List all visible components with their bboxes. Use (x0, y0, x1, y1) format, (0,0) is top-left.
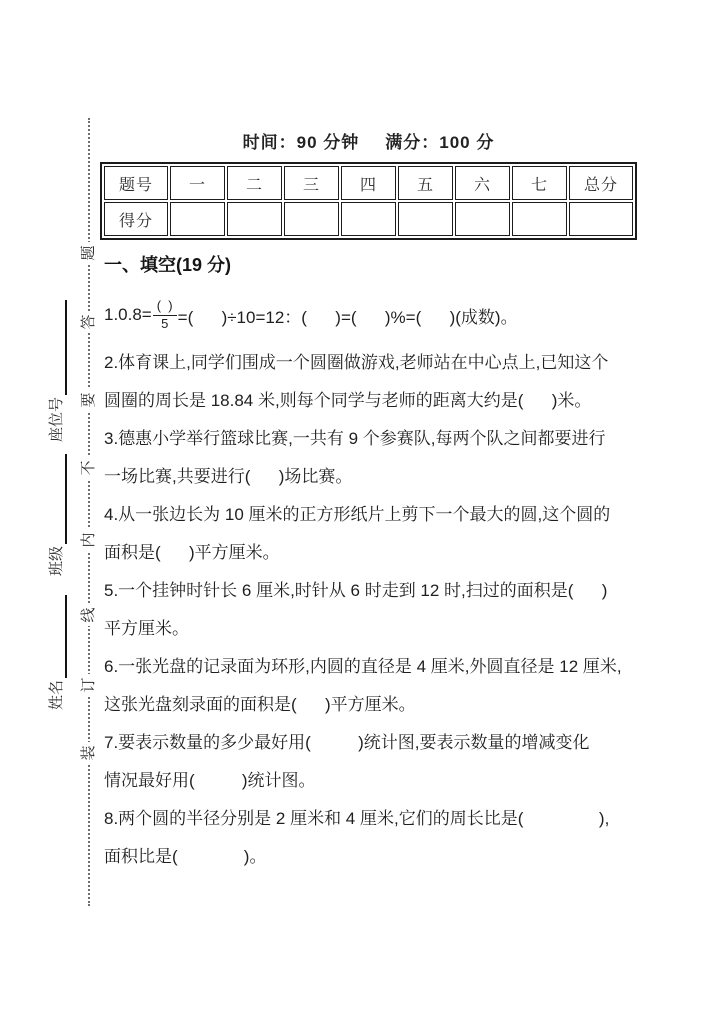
question-6 (104, 648, 652, 724)
score-cell (569, 202, 633, 236)
seat-number-blank (44, 300, 67, 395)
question-line: 情况最好用( )统计图。 (104, 771, 316, 790)
paper-header (100, 128, 637, 153)
score-cell (284, 202, 339, 236)
score-cell (227, 202, 282, 236)
score-cell (512, 202, 567, 236)
total-score-header: 总分 (569, 166, 633, 200)
score-cell (341, 202, 396, 236)
name-label: 姓名 (48, 679, 65, 710)
question-1 (104, 292, 652, 338)
section-col-2: 二 (227, 166, 282, 200)
question-3 (104, 420, 652, 496)
question-5 (104, 572, 652, 648)
full-score-label: 满分：100 分 (385, 133, 495, 152)
question-8 (104, 800, 652, 876)
score-cell (455, 202, 510, 236)
question-line: 3.德惠小学举行篮球比赛,一共有 9 个参赛队,每两个队之间都要进行 (104, 429, 606, 448)
question-line: 这张光盘刻录面的面积是( )平方厘米。 (104, 695, 416, 714)
class-label: 班级 (48, 545, 65, 576)
question-line: 2.体育课上,同学们围成一个圆圈做游戏,老师站在中心点上,已知这个 (104, 353, 609, 372)
question-2 (104, 344, 652, 420)
question-line: 面积比是( )。 (104, 847, 267, 866)
question-1-rest: =( )÷10=12：( )=( )%=( )(成数)。 (177, 307, 518, 327)
seat-number-field (44, 300, 67, 442)
question-list (104, 344, 652, 876)
section-col-3: 三 (284, 166, 339, 200)
binding-char: 答 (78, 311, 100, 333)
fraction-denominator: 5 (161, 315, 169, 331)
score-table (100, 162, 637, 240)
question-line: 7.要表示数量的多少最好用( )统计图,要表示数量的增减变化 (104, 733, 590, 752)
binding-char: 装 (78, 742, 100, 764)
score-cell (170, 202, 225, 236)
fraction (153, 298, 177, 331)
question-line: 6.一张光盘的记录面为环形,内圆的直径是 4 厘米,外圆直径是 12 厘米, (104, 657, 622, 676)
binding-char: 线 (78, 604, 100, 626)
section-col-1: 一 (170, 166, 225, 200)
binding-dotted-line (88, 118, 90, 906)
binding-char: 不 (78, 457, 100, 479)
binding-char: 订 (78, 674, 100, 696)
question-1-lead: 1.0.8= (104, 305, 152, 324)
question-line: 面积是( )平方厘米。 (104, 543, 280, 562)
class-blank (44, 454, 67, 544)
question-line: 平方厘米。 (104, 619, 189, 638)
class-field (44, 454, 67, 576)
seat-number-label: 座位号 (48, 396, 65, 442)
question-line: 8.两个圆的半径分别是 2 厘米和 4 厘米,它们的周长比是( ), (104, 809, 610, 828)
question-number-header: 题号 (104, 166, 168, 200)
question-4 (104, 496, 652, 572)
section-col-7: 七 (512, 166, 567, 200)
score-row (104, 202, 633, 236)
binding-char: 内 (78, 529, 100, 551)
section-col-6: 六 (455, 166, 510, 200)
section-col-4: 四 (341, 166, 396, 200)
fraction-numerator: ( ) (153, 298, 177, 316)
question-line: 一场比赛,共要进行( )场比赛。 (104, 467, 353, 486)
section-title: 一、填空(19 分) (104, 255, 232, 275)
question-7 (104, 724, 652, 800)
binding-char: 要 (78, 389, 100, 411)
score-row-label: 得分 (104, 202, 168, 236)
score-cell (398, 202, 453, 236)
time-limit-label: 时间：90 分钟 (242, 133, 360, 152)
name-field (44, 595, 67, 710)
main-content (104, 246, 652, 876)
binding-char: 题 (78, 242, 100, 264)
question-line: 5.一个挂钟时针长 6 厘米,时针从 6 时走到 12 时,扫过的面积是( ) (104, 581, 608, 600)
section-col-5: 五 (398, 166, 453, 200)
name-blank (44, 595, 67, 678)
question-line: 圆圈的周长是 18.84 米,则每个同学与老师的距离大约是( )米。 (104, 391, 592, 410)
score-table-header-row (104, 166, 633, 200)
question-line: 4.从一张边长为 10 厘米的正方形纸片上剪下一个最大的圆,这个圆的 (104, 505, 611, 524)
